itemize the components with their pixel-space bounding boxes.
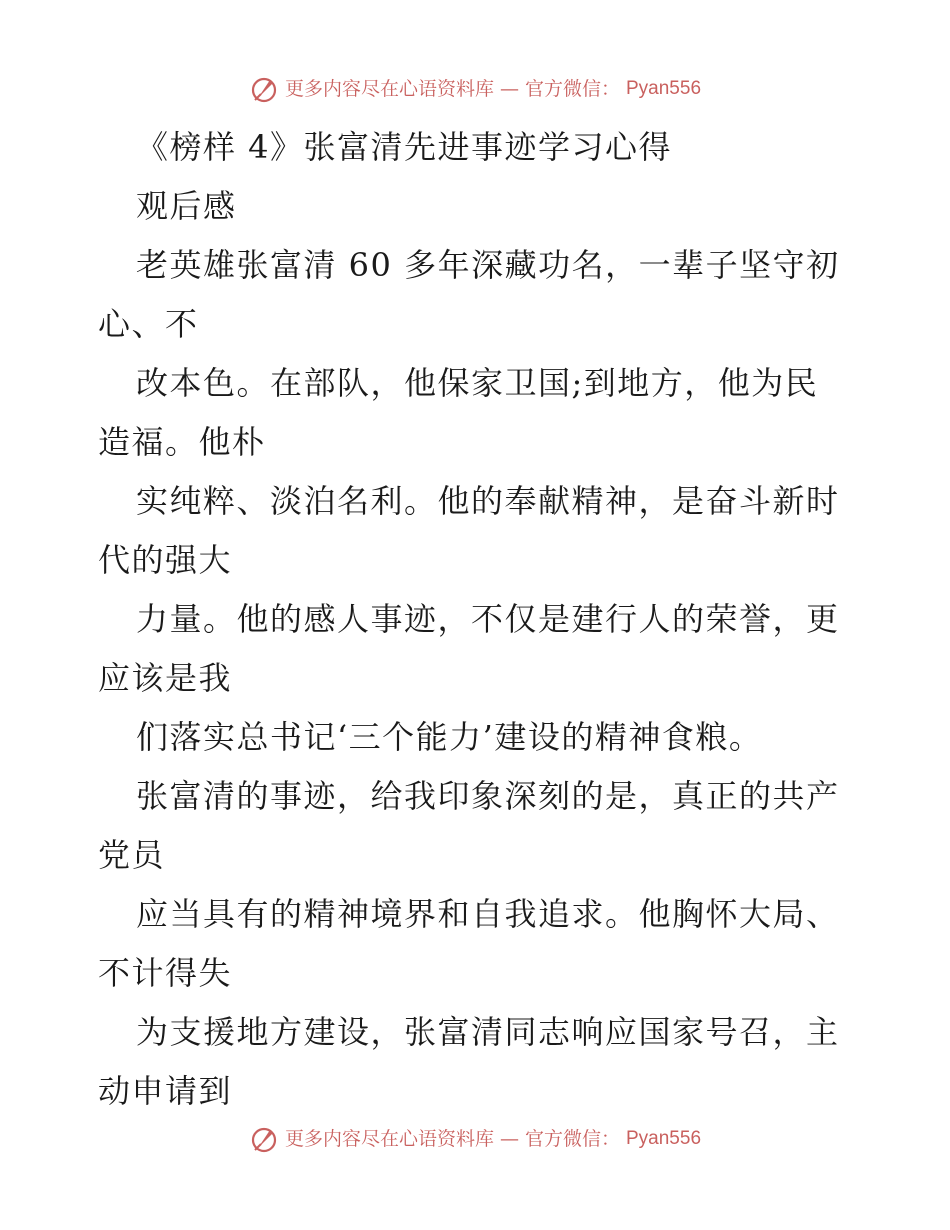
text-line: 力量。他的感人事迹，不仅是建行人的荣誉，更	[136, 600, 840, 638]
text-line: 《榜样 4》张富清先进事迹学习心得	[136, 128, 673, 166]
text-line: 们落实总书记‘三个能力’建设的精神食粮。	[136, 718, 763, 756]
feather-pen-logo-icon	[249, 74, 279, 104]
document-body	[98, 118, 858, 1121]
text-line: 党员	[98, 836, 166, 874]
text-line: 应该是我	[98, 659, 233, 697]
text-line: 心、不	[98, 305, 199, 343]
watermark-wechat-id: Pyan556	[626, 78, 702, 99]
text-line: 观后感	[136, 187, 237, 225]
text-line: 造福。他朴	[98, 423, 266, 461]
footer-watermark	[0, 1124, 950, 1154]
text-line: 改本色。在部队，他保家卫国;到地方，他为民	[136, 364, 819, 402]
text-line: 张富清的事迹，给我印象深刻的是，真正的共产	[136, 777, 840, 815]
watermark-channel: 官方微信：	[524, 1128, 620, 1150]
watermark-dash: —	[499, 1128, 519, 1150]
watermark-channel: 官方微信：	[524, 78, 620, 100]
text-line: 实纯粹、淡泊名利。他的奉献精神，是奋斗新时	[136, 482, 840, 520]
text-line: 代的强大	[98, 541, 233, 579]
text-line: 为支援地方建设，张富清同志响应国家号召，主	[136, 1013, 840, 1051]
header-watermark	[0, 74, 950, 104]
watermark-brand: 更多内容尽在心语资料库	[284, 78, 494, 100]
feather-pen-logo-icon	[249, 1124, 279, 1154]
text-line: 不计得失	[98, 954, 233, 992]
watermark-brand: 更多内容尽在心语资料库	[284, 1128, 494, 1150]
watermark-dash: —	[499, 78, 519, 100]
text-line: 应当具有的精神境界和自我追求。他胸怀大局、	[136, 895, 840, 933]
text-line: 老英雄张富清 60 多年深藏功名，一辈子坚守初	[136, 246, 840, 284]
text-line: 动申请到	[98, 1072, 233, 1110]
watermark-wechat-id: Pyan556	[626, 1128, 702, 1149]
